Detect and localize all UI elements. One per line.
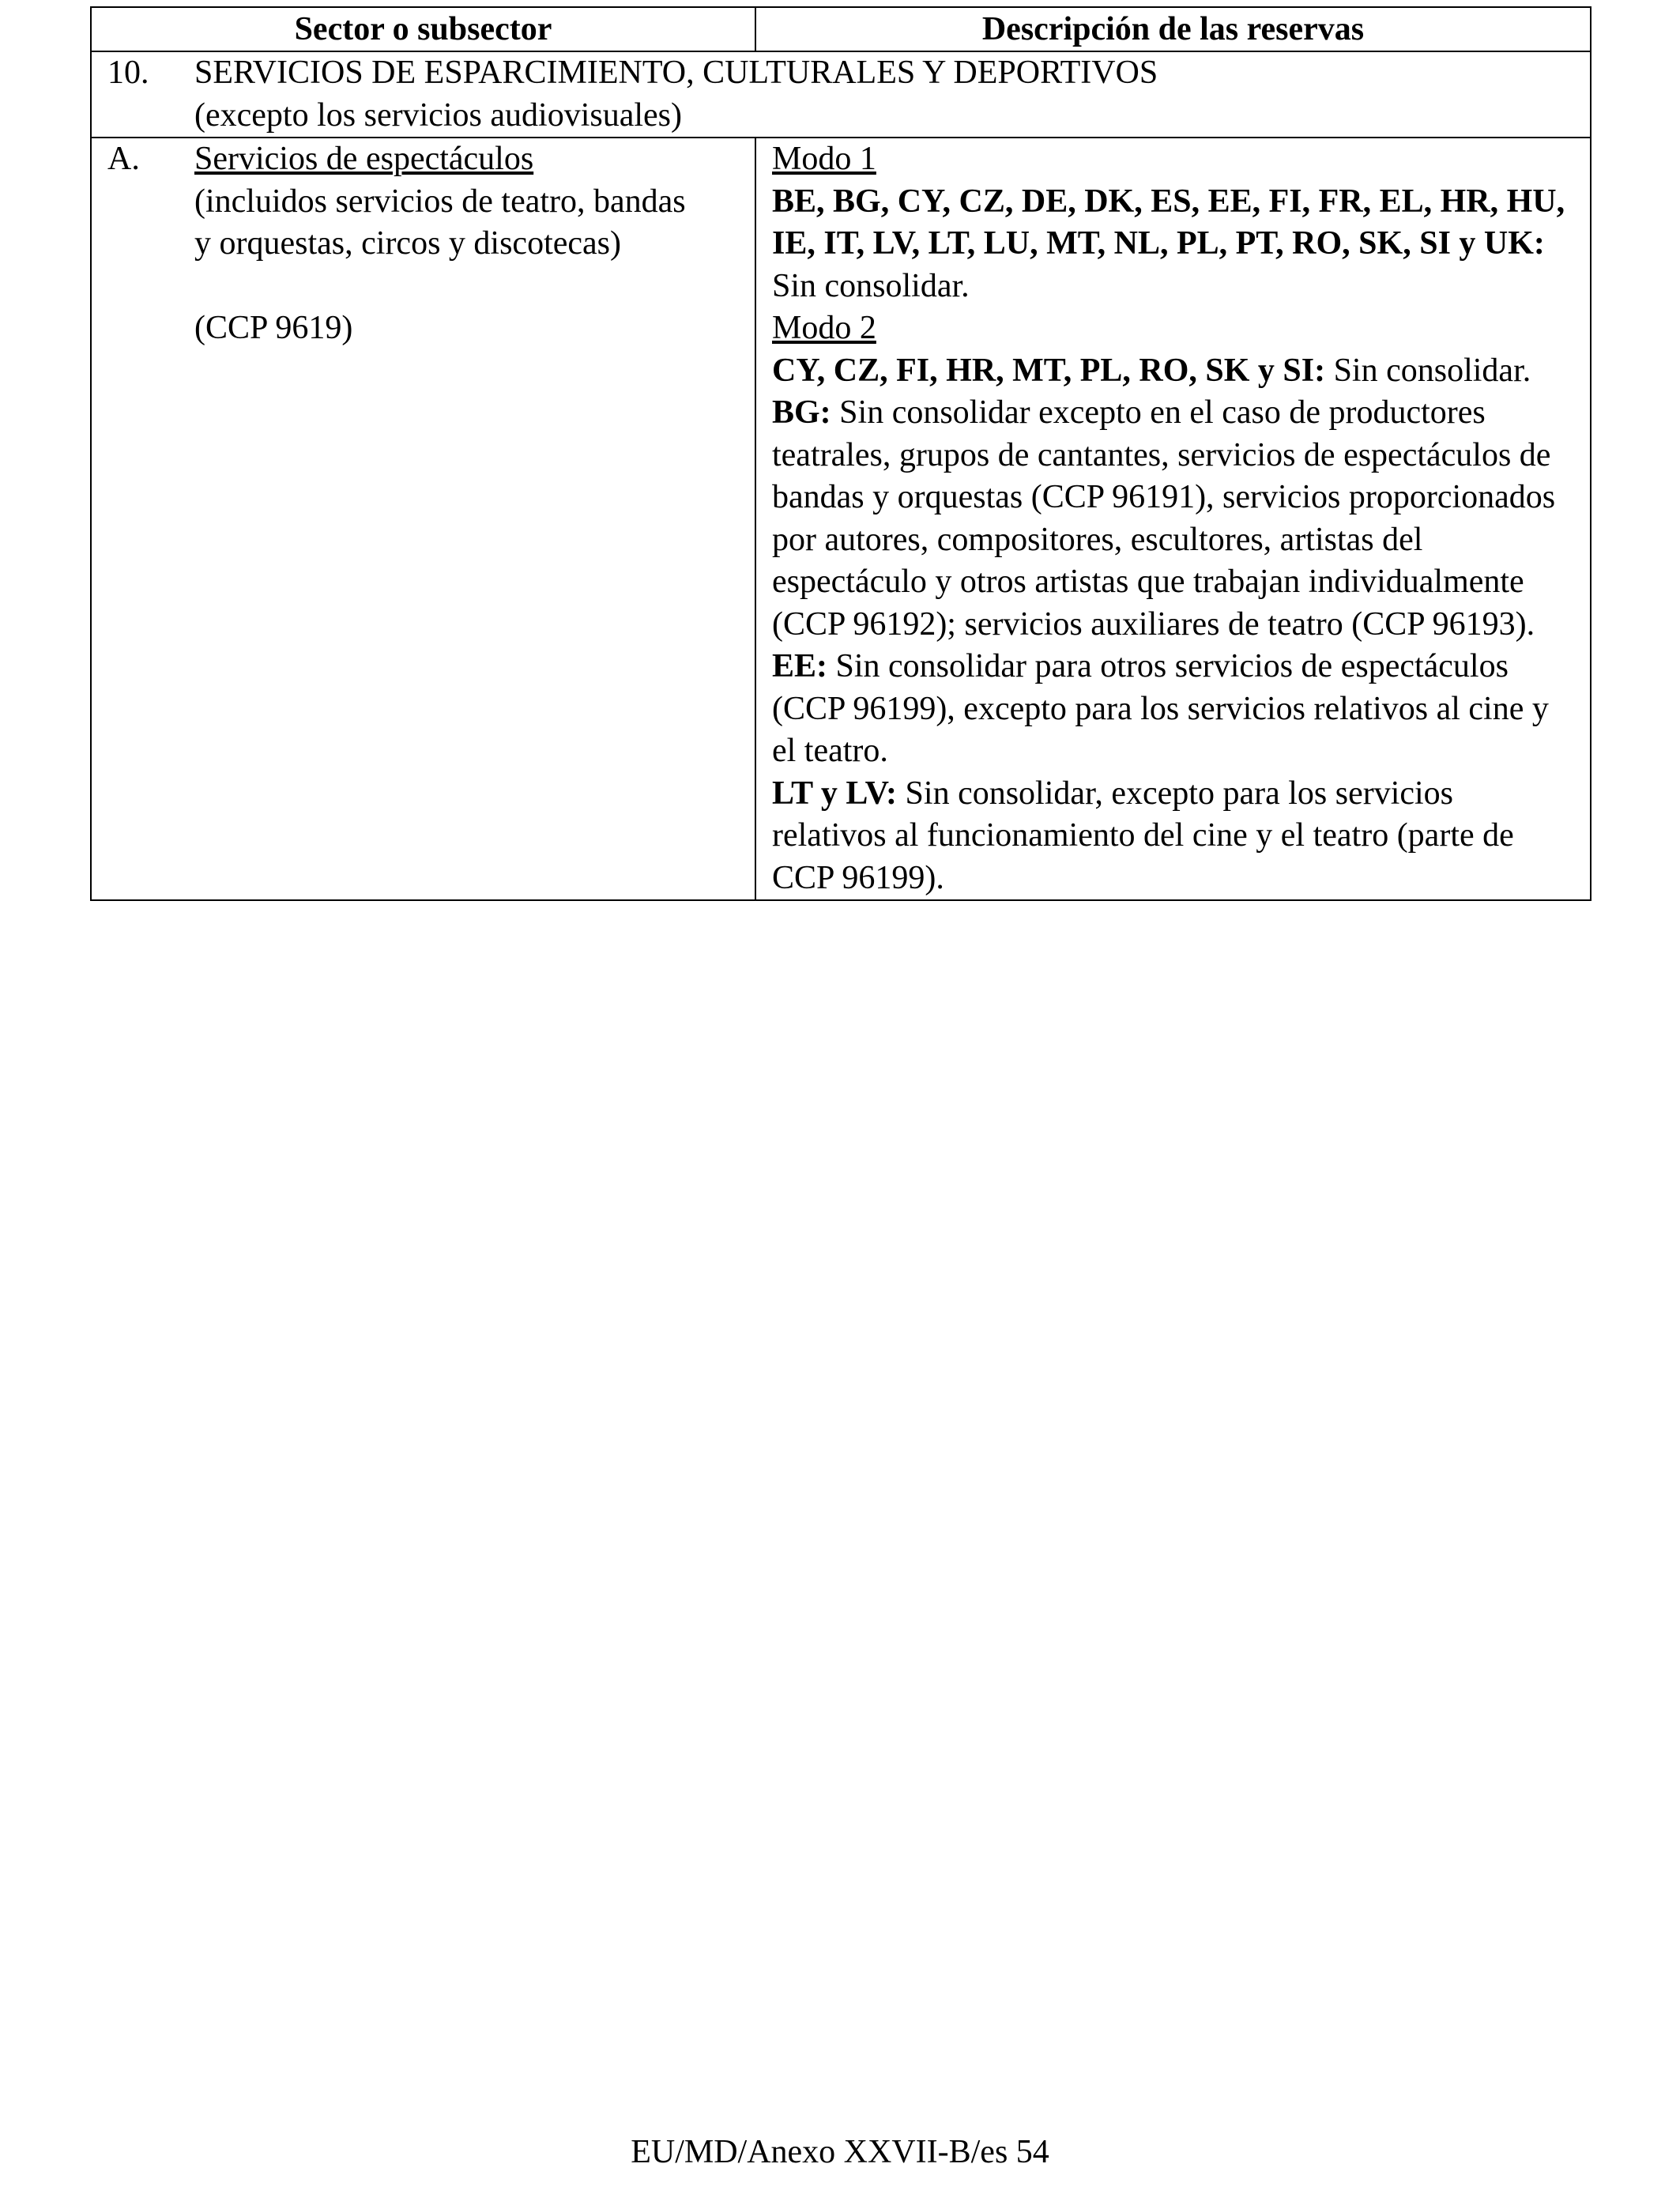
subsector-desc-line2: y orquestas, circos y discotecas) [194,225,621,262]
section-title: SERVICIOS DE ESPARCIMIENTO, CULTURALES Y DEPORTIVOS [194,55,1158,91]
mode1-text: Sin consolidar. [772,267,970,304]
bg-text: Sin consolidar excepto en el caso de productores teatrales, grupos de cantantes, servicios de espectáculos de bandas y orquestas (CCP 96191), servicios proporcionados por autores, compositores, escultores, artistas del espectáculo y otros artistas que trabajan individualmente (CCP 96192); servicios auxiliares de teatro (CCP 96193). [772,394,1556,643]
section-cell [91,51,1591,138]
spacer [194,266,739,308]
ee-text: Sin consolidar para otros servicios de espectáculos (CCP 96199), excepto para los servicios relativos al cine y el teatro. [772,648,1549,769]
subsector-heading [104,138,739,350]
subsector-cell [91,138,755,900]
reservations-cell [755,138,1591,900]
subsector-code: (CCP 9619) [194,310,353,346]
mode2-countries: CY, CZ, FI, HR, MT, PL, RO, SK y SI: [772,352,1326,389]
section-subtitle: (excepto los servicios audiovisuales) [194,96,682,134]
table-header-row [91,7,1591,51]
bg-label: BG: [772,394,831,431]
header-description: Descripción de las reservas [755,7,1591,51]
header-sector: Sector o subsector [91,7,755,51]
ltlv-paragraph [772,773,1574,900]
ee-label: EE: [772,648,828,684]
bg-paragraph [772,392,1574,646]
section-heading [104,52,1574,137]
mode1-label: Modo 1 [772,141,876,177]
subsector-letter: A. [107,141,140,177]
mode2-text: Sin consolidar. [1325,352,1531,389]
page-footer: EU/MD/Anexo XXVII-B/es 54 [631,2134,1049,2170]
ltlv-label: LT y LV: [772,775,898,812]
section-title-block [194,52,1574,137]
subsector-desc-line1: (incluidos servicios de teatro, bandas [194,183,686,220]
subsector-row [91,138,1591,900]
section-number: 10. [107,55,149,91]
mode2-paragraph [772,350,1574,393]
ee-paragraph [772,646,1574,773]
mode2-label: Modo 2 [772,310,876,346]
subsector-name: Servicios de espectáculos [194,141,534,177]
document-page [90,6,1590,901]
mode1-countries: BE, BG, CY, CZ, DE, DK, ES, EE, FI, FR, EL, HR, HU, IE, IT, LV, LT, LU, MT, NL, PL, PT, RO, SK, SI y UK: [772,183,1565,262]
mode1-paragraph [772,181,1574,308]
ltlv-text: Sin consolidar, excepto para los servicios relativos al funcionamiento del cine y el teatro (parte de CCP 96199). [772,775,1514,896]
reservations-table [90,6,1591,901]
subsector-text [194,138,739,350]
section-row [91,51,1591,138]
